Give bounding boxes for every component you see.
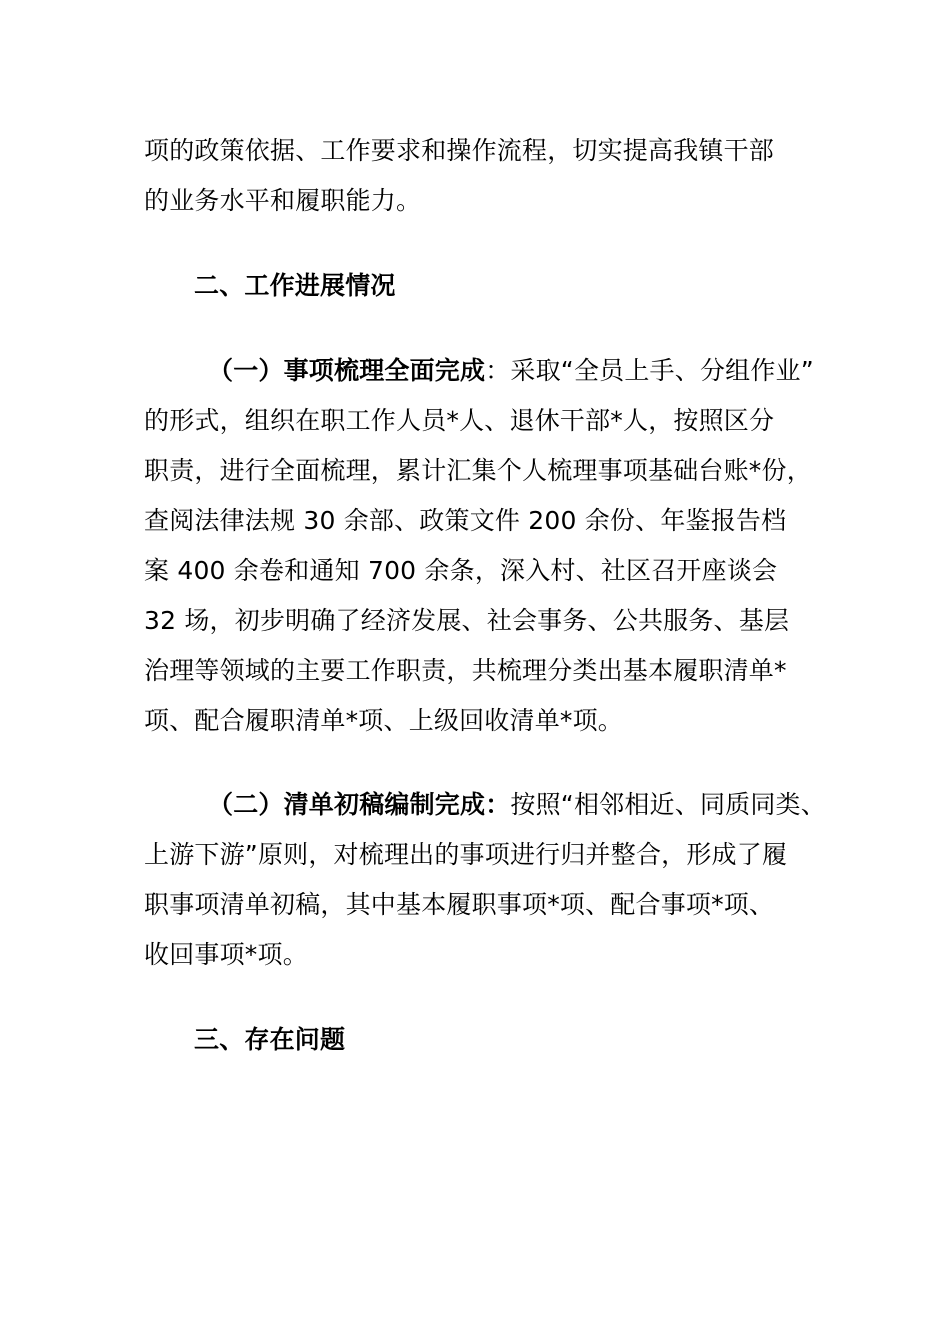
section-heading-2: 二、工作进展情况 — [194, 271, 396, 300]
body-text-line: 项的政策依据、工作要求和操作流程，切实提高我镇干部 — [144, 136, 775, 165]
body-text-line: 职事项清单初稿，其中基本履职事项*项、配合事项*项、 — [144, 890, 775, 919]
body-text-line: 项、配合履职清单*项、上级回收清单*项。 — [144, 706, 624, 735]
paragraph-1-heading: （一）事项梳理全面完成 — [208, 356, 486, 385]
section-heading-3: 三、存在问题 — [194, 1025, 346, 1054]
body-text-line: 的业务水平和履职能力。 — [144, 186, 422, 215]
paragraph-2-first-line-text: 按照“相邻相近、同质同类、 — [510, 790, 826, 819]
body-text-line: 职责，进行全面梳理，累计汇集个人梳理事项基础台账*份， — [144, 456, 812, 485]
body-text-line: 32 场，初步明确了经济发展、社会事务、公共服务、基层 — [144, 606, 790, 635]
body-text-line: 案 400 余卷和通知 700 余条，深入村、社区召开座谈会 — [144, 556, 778, 585]
body-text-line: 查阅法律法规 30 余部、政策文件 200 余份、年鉴报告档 — [144, 506, 787, 535]
body-text-line: 收回事项*项。 — [144, 940, 308, 969]
paragraph-1-first-line-text: ：采取“全员上手、分组作业” — [485, 356, 814, 385]
body-text-line: 上游下游”原则，对梳理出的事项进行归并整合，形成了履 — [144, 840, 788, 869]
paragraph-1-first-line — [208, 353, 814, 389]
paragraph-2-heading: （二）清单初稿编制完成： — [208, 790, 511, 819]
body-text-line: 的形式，组织在职工作人员*人、退休干部*人，按照区分 — [144, 406, 775, 435]
body-text-line: 治理等领域的主要工作职责，共梳理分类出基本履职清单* — [144, 656, 787, 685]
paragraph-2-first-line — [208, 787, 826, 823]
